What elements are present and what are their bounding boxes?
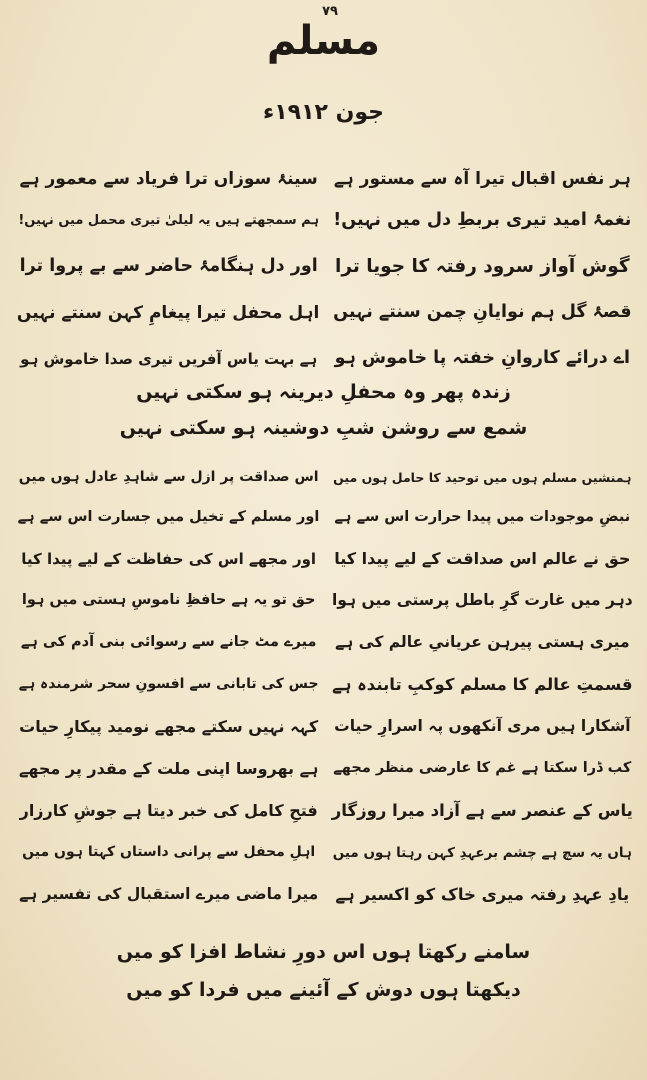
verse-row [18, 290, 633, 336]
verse-left: اہل محفل تیرا پیغامِ کہن سنتے نہیں [16, 302, 320, 323]
verse-row [18, 874, 633, 916]
verse-row [18, 622, 633, 664]
verse-left: میرا ماضی میرے استقبال کی تفسیر ہے [19, 885, 319, 904]
verse-right: یادِ عہدِ رفتہ میری خاک کو اکسیر ہے [335, 884, 630, 904]
verse-right: ہر نفس اقبال تیرا آہ سے مستور ہے [333, 168, 631, 189]
verse-right: گوش آواز سرود رفتہ کا جویا ترا [335, 255, 630, 277]
verse-row [18, 244, 633, 290]
couplet-line: شمع سے روشن شبِ دوشینہ ہو سکتی نہیں [119, 417, 528, 439]
verse-row [18, 538, 633, 580]
verse-right: یاس کے عنصر سے ہے آزاد میرا روزگار [331, 800, 633, 820]
verse-left: اس صداقت پر ازل سے شاہدِ عادل ہوں میں [18, 469, 319, 486]
verse-right: میری ہستی پیرہن عریانیِ عالم کی ہے [335, 633, 630, 652]
verse-right: دہر میں غارت گرِ باطل پرستی میں ہوا [331, 591, 633, 610]
poem-date: جون ۱۹۱۲ء [262, 100, 385, 125]
verse-right: کب ڈرا سکتا ہے غم کا عارضی منظر مجھے [333, 760, 632, 777]
verse-right: آشکارا ہیں مری آنکھوں پہ اسرارِ حیات [334, 717, 631, 736]
verse-left: اور دل ہنگامۂ حاضر سے بے پروا ترا [19, 256, 318, 277]
verse-row [18, 498, 633, 538]
page-number: ۷۹ [322, 4, 338, 19]
verse-left: فتحِ کامل کی خبر دیتا ہے جوشِ کارزار [19, 801, 318, 821]
verse-left: ہے بھروسا اپنی ملت کے مقدر پر مجھے [18, 759, 319, 779]
verse-left: اور مجھے اس کی حفاظت کے لیے پیدا کیا [21, 549, 317, 568]
verse-right: اے درائے کاروانِ خفتہ پا خاموش ہو [334, 348, 631, 369]
verse-right: قسمتِ عالم کا مسلم کوکبِ تابندہ ہے [332, 674, 633, 694]
verse-row [18, 664, 633, 706]
poem-title: مسلم [266, 18, 381, 64]
verse-left: سینۂ سوزاں ترا فریاد سے معمور ہے [19, 168, 318, 189]
verse-row [18, 198, 633, 244]
verse-right: حق نے عالم اس صداقت کے لیے پیدا کیا [334, 549, 631, 569]
stanza-2 [18, 458, 633, 916]
verse-left: ہم سمجھتے ہیں یہ لیلیٰ تیری محمل میں نہیں! [18, 212, 319, 228]
verse-row [18, 706, 633, 748]
couplet-line: زندہ پھر وہ محفلِ دیرینہ ہو سکتی نہیں [136, 381, 511, 403]
verse-right: قصۂ گل ہم نوایانِ چمن سنتے نہیں [333, 302, 632, 323]
verse-left: میرے مٹ جانے سے رسوائی بنی آدم کی ہے [20, 634, 317, 651]
verse-left: اور مسلم کے تخیل میں جسارت اس سے ہے [17, 509, 320, 526]
couplet-line: دیکھتا ہوں دوش کے آئینے میں فردا کو میں [126, 979, 521, 1001]
verse-right: ہاں یہ سچ ہے چشم برعہدِ کہن رہتا ہوں میں [332, 844, 632, 861]
verse-row [18, 160, 633, 198]
verse-left: جس کی تابانی سے افسونِ سحر شرمندہ ہے [18, 676, 319, 693]
verse-left: حق تو یہ ہے حافظِ ناموسِ ہستی میں ہوا [21, 592, 316, 609]
verse-right: نغمۂ امید تیری بربطِ دل میں نہیں! [333, 210, 632, 231]
verse-row [18, 832, 633, 874]
verse-row [18, 336, 633, 382]
verse-row [18, 458, 633, 498]
verse-right: ہمنشیں مسلم ہوں میں توحید کا حامل ہوں میں [333, 470, 632, 486]
verse-left: اہلِ محفل سے پرانی داستاں کہتا ہوں میں [22, 844, 316, 861]
verse-left: ہے بہت یاس آفریں تیری صدا خاموش ہو [20, 349, 318, 368]
verse-row [18, 748, 633, 790]
stanza-1 [18, 160, 633, 382]
couplet-line: سامنے رکھتا ہوں اس دورِ نشاط افزا کو میں [116, 941, 531, 963]
verse-row [18, 790, 633, 832]
verse-row [18, 580, 633, 622]
verse-left: کہہ نہیں سکتے مجھے نومید پیکارِ حیات [19, 717, 319, 737]
verse-right: نبضِ موجودات میں پیدا حرارت اس سے ہے [334, 509, 631, 526]
